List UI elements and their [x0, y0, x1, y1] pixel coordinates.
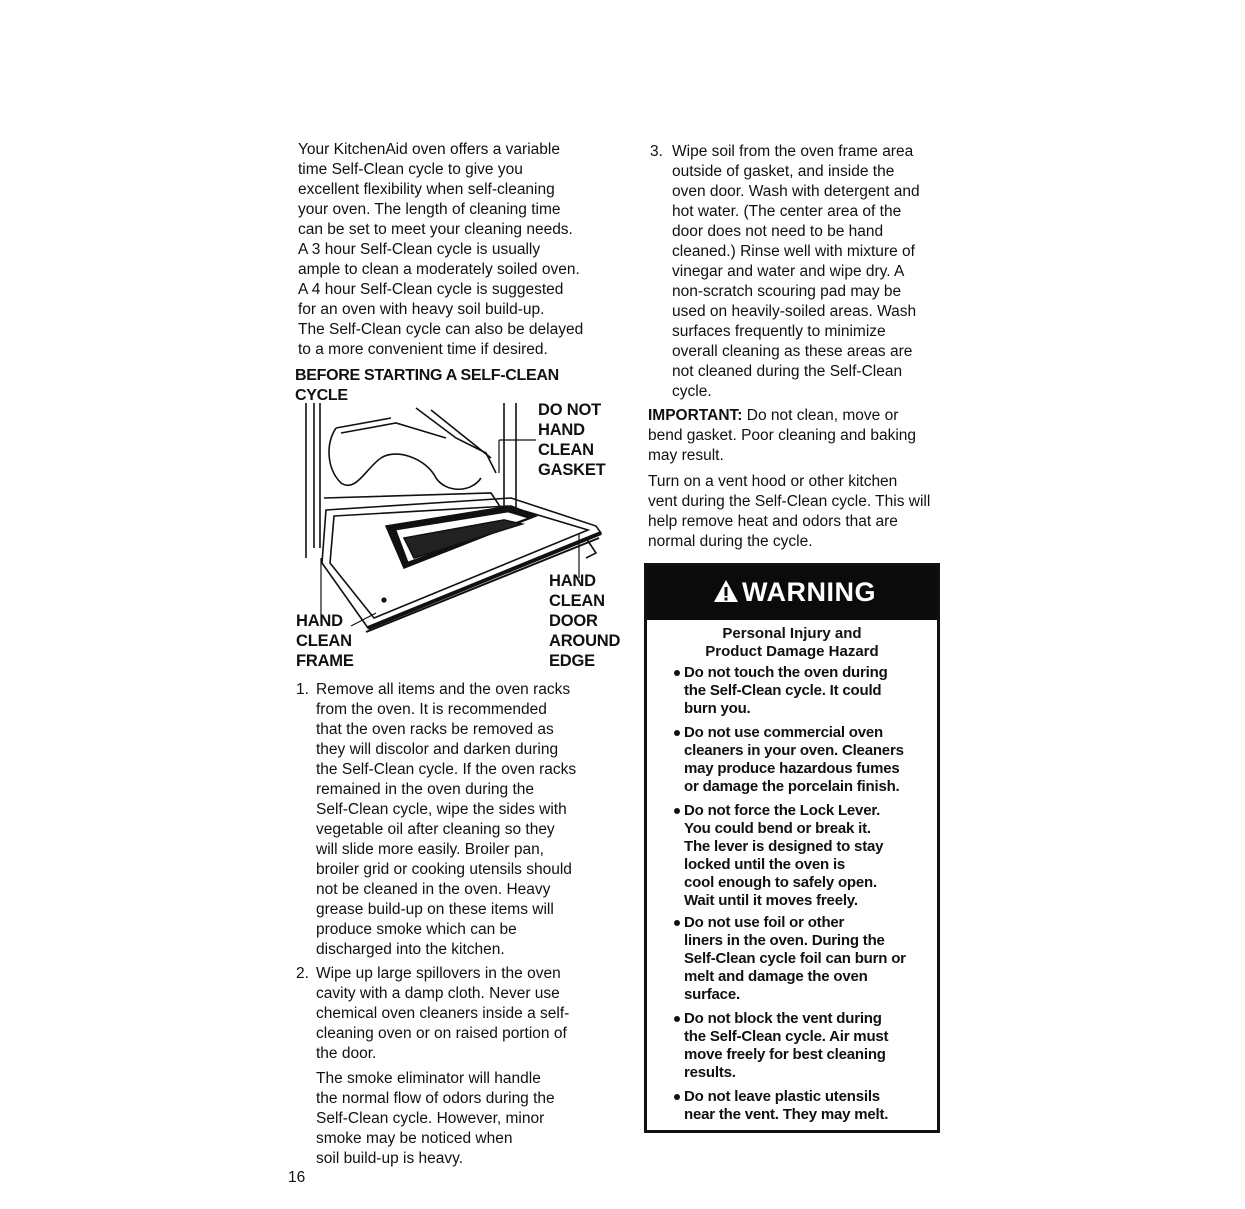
bullet-dot [674, 1016, 680, 1022]
warning-title: WARNING [742, 577, 876, 607]
intro-paragraph: Your KitchenAid oven offers a variable time Self-Clean cycle to give you excellent flexibility when self-cleaning your oven. The length of cleaning time can be set to meet your cleaning needs. A 3 hour Self-Clean cycle is usually ample to clean a moderately soiled oven. A 4 hour Self-Clean cycle is suggested for an oven with heavy soil build-up. The Self-Clean cycle can also be delayed to a more convenient time if desired. [298, 141, 584, 358]
step-2-text: Wipe up large spillovers in the oven cavity with a damp cloth. Never use chemical oven cleaners inside a self- cleaning oven or on raised portion of the door. [316, 965, 570, 1062]
vent-note: Turn on a vent hood or other kitchen vent during the Self-Clean cycle. This will help remove heat and odors that are normal during the cycle. [648, 473, 931, 550]
important-label: IMPORTANT: [648, 407, 743, 424]
smoke-note: The smoke eliminator will handle the normal flow of odors during the Self-Clean cycle. However, minor smoke may be noticed when soil build-up is heavy. [316, 1070, 555, 1167]
label-clean-door-edge: HAND CLEAN DOOR AROUND EDGE [549, 572, 621, 670]
step-1-text: Remove all items and the oven racks from the oven. It is recommended that the oven racks be removed as they will discolor and darken during the Self-Clean cycle. If the oven racks remained in the oven during the Self-Clean cycle, wipe the sides with vegetable oil after cleaning so they will slide more easily. Broiler pan, broiler grid or cooking utensils should not be cleaned in the oven. Heavy grease build-up on these items will produce smoke which can be discharged into the kitchen. [316, 681, 577, 958]
warning-box [644, 563, 940, 1133]
bullet-dot [674, 730, 680, 736]
alert-triangle-icon [713, 579, 739, 603]
label-clean-frame: HAND CLEAN FRAME [296, 612, 354, 670]
bullet-dot [674, 808, 680, 814]
important-text: Do not clean, move or bend gasket. Poor cleaning and baking may result. [648, 407, 917, 464]
step-3-number: 3. [650, 143, 663, 160]
bullet-dot [674, 920, 680, 926]
important-note [648, 406, 948, 466]
bullet-dot [674, 670, 680, 676]
step-2-number: 2. [296, 965, 309, 982]
warning-item-4: Do not use foil or other liners in the oven. During the Self-Clean cycle foil can burn or melt and damage the oven surface. [684, 914, 906, 1003]
warning-item-6: Do not leave plastic utensils near the vent. They may melt. [684, 1088, 889, 1123]
section-heading: BEFORE STARTING A SELF-CLEAN CYCLE [295, 367, 559, 404]
warning-item-2: Do not use commercial oven cleaners in your oven. Cleaners may produce hazardous fumes or damage the porcelain finish. [684, 724, 904, 795]
step-3-text: Wipe soil from the oven frame area outside of gasket, and inside the oven door. Wash with detergent and hot water. (The center area of the door does not need to be hand cleaned.) Rinse well with mixture of vinegar and water and wipe dry. A non-scratch scouring pad may be used on heavily-soiled areas. Wash surfaces frequently to minimize overall cleaning as these areas are not cleaned during the Self-Clean cycle. [672, 143, 920, 400]
step-1-number: 1. [296, 681, 309, 698]
page-number: 16 [288, 1169, 306, 1186]
warning-item-1: Do not touch the oven during the Self-Clean cycle. It could burn you. [684, 664, 888, 717]
warning-item-3: Do not force the Lock Lever. You could bend or break it. The lever is designed to stay locked until the oven is cool enough to safely open. Wait until it moves freely. [684, 802, 884, 909]
warning-item-5: Do not block the vent during the Self-Clean cycle. Air must move freely for best cleaning results. [684, 1010, 889, 1081]
label-do-not-clean-gasket: DO NOT HAND CLEAN GASKET [538, 401, 606, 479]
warning-subtitle: Personal Injury and Product Damage Hazard [705, 625, 879, 660]
warning-header [647, 566, 937, 620]
bullet-dot [674, 1094, 680, 1100]
